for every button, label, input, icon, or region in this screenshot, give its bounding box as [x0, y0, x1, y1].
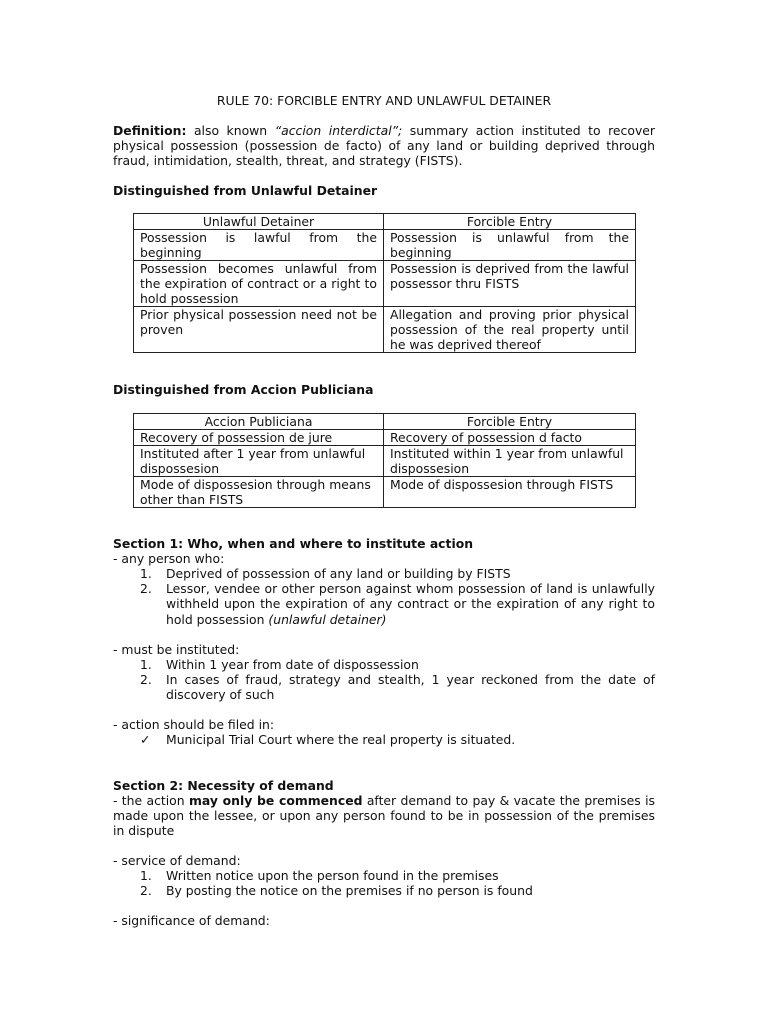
section2-significance: - significance of demand: — [113, 913, 270, 928]
ud-header-ud: Unlawful Detainer — [134, 214, 384, 230]
definition-text: summary action instituted to recover physical possession (possession de facto) of any land or building deprived through fraud, intimidation, stealth, threat, and strategy (FISTS). — [113, 123, 656, 169]
section2-heading: Section 2: Necessity of demand — [113, 778, 334, 793]
table-header-row — [134, 414, 636, 430]
ud-heading: Distinguished from Unlawful Detainer — [113, 183, 378, 198]
ap-header-fe: Forcible Entry — [384, 414, 636, 430]
section2-service: - service of demand: — [113, 853, 241, 868]
section1-when-list — [140, 657, 655, 703]
table-cell: Prior physical possession need not be proven — [134, 307, 384, 353]
ud-header-fe: Forcible Entry — [384, 214, 636, 230]
table-cell: Recovery of possession d facto — [384, 430, 636, 446]
table-row — [134, 430, 636, 446]
table-cell: Mode of dispossesion through FISTS — [384, 477, 636, 508]
table-row — [134, 477, 636, 508]
list-item: 2. In cases of fraud, strategy and stealth, 1 year reckoned from the date of discovery of such — [140, 672, 655, 703]
section1-where: - action should be filed in: — [113, 717, 275, 732]
ud-table — [133, 213, 636, 353]
section1-who-list — [140, 566, 655, 627]
table-cell: Recovery of possession de jure — [134, 430, 384, 446]
table-cell: Instituted within 1 year from unlawful dispossesion — [384, 446, 636, 477]
section1-who: - any person who: — [113, 551, 225, 566]
table-header-row — [134, 214, 636, 230]
list-item: 2. Lessor, vendee or other person against whom possession of land is unlawfully withheld upon the expiration of any contract or the expiration of any right to hold possession (unlawful detainer) — [140, 581, 655, 627]
list-item: 1. Deprived of possession of any land or building by FISTS — [140, 566, 511, 581]
table-cell: Possession is lawful from the beginning — [134, 230, 384, 261]
ap-header-ap: Accion Publiciana — [134, 414, 384, 430]
list-item: 2. By posting the notice on the premises if no person is found — [140, 883, 533, 899]
section1-heading: Section 1: Who, when and where to institute action — [113, 536, 474, 551]
table-cell: Possession is unlawful from the beginning — [384, 230, 636, 261]
table-cell: Instituted after 1 year from unlawful dispossesion — [134, 446, 384, 477]
section2-service-list — [140, 868, 655, 898]
table-row — [134, 307, 636, 353]
table-cell: Possession becomes unlawful from the expiration of contract or a right to hold possession — [134, 261, 384, 307]
section1-where-list — [140, 732, 655, 747]
page-title: RULE 70: FORCIBLE ENTRY AND UNLAWFUL DETAINER — [216, 93, 552, 108]
table-row — [134, 230, 636, 261]
ap-table — [133, 413, 636, 508]
section1-when: - must be instituted: — [113, 642, 240, 657]
list-item: 1. Within 1 year from date of dispossession — [140, 657, 419, 672]
table-row — [134, 261, 636, 307]
section2-paragraph: - the action may only be commenced after demand to pay & vacate the premises is made upon the lessee, or upon any person found to be in possession of the premises in dispute — [113, 793, 655, 839]
definition-italic: “accion interdictal”; — [274, 123, 403, 138]
definition-label: Definition: — [113, 123, 187, 138]
ap-heading: Distinguished from Accion Publiciana — [113, 382, 374, 397]
definition-paragraph — [113, 123, 655, 169]
list-item: 1. Written notice upon the person found in the premises — [140, 868, 499, 883]
table-cell: Allegation and proving prior physical possession of the real property until he was deprived thereof — [384, 307, 636, 353]
definition-pre: also known — [186, 123, 275, 138]
checkmark-icon: ✓ — [140, 732, 151, 747]
table-cell: Possession is deprived from the lawful possessor thru FISTS — [384, 261, 636, 307]
list-item: ✓ Municipal Trial Court where the real property is situated. — [140, 732, 516, 747]
table-row — [134, 446, 636, 477]
table-cell: Mode of dispossesion through means other than FISTS — [134, 477, 384, 508]
